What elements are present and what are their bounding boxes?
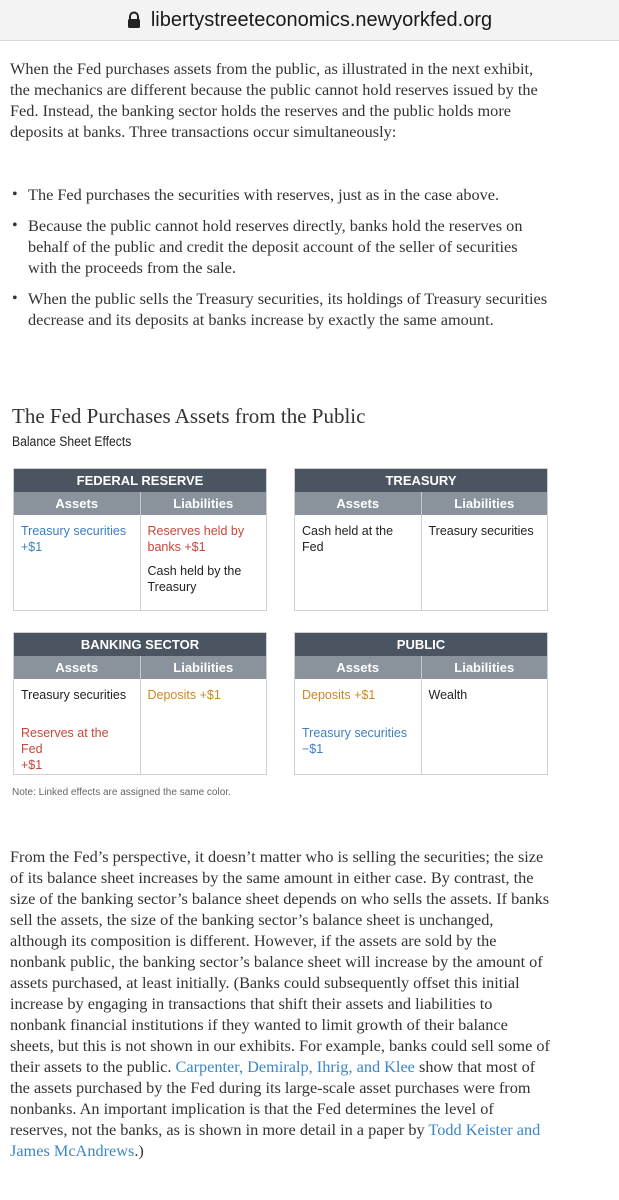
figure-title: The Fed Purchases Assets from the Public: [12, 404, 366, 428]
figure-subtitle: Balance Sheet Effects: [12, 434, 132, 449]
table-subheader: [14, 656, 266, 679]
carpenter-link[interactable]: Carpenter, Demiralp, Ihrig, and Klee: [175, 1057, 415, 1076]
figure-note: Note: Linked effects are assigned the same color.: [12, 787, 231, 798]
bullet-list: [10, 184, 550, 340]
liabilities-label: Liabilities: [454, 660, 515, 675]
assets-label: Assets: [295, 492, 422, 515]
assets-column: [14, 515, 141, 610]
closing-paragraph: [10, 846, 550, 1161]
table-cell: Wealth: [428, 688, 468, 702]
lock-icon: [127, 11, 143, 29]
table-cell: Treasury securities: [428, 524, 534, 538]
table-subheader: [295, 656, 547, 679]
liabilities-label: Liabilities: [173, 496, 234, 511]
list-item: • The Fed purchases the securities with reserves, just as in the case above.: [10, 184, 550, 205]
list-item: • Because the public cannot hold reserves directly, banks hold the reserves on behalf of the public and credit the deposit account of the seller of securities with the proceeds from the sale.: [10, 215, 550, 278]
assets-column: [295, 679, 422, 774]
table-header: FEDERAL RESERVE: [14, 469, 266, 492]
table-cell: Treasury securities +$1: [21, 524, 127, 554]
url-text[interactable]: libertystreeteconomics.newyorkfed.org: [150, 8, 493, 31]
table-cell: Cash held by the Treasury: [147, 564, 242, 594]
closing-text: .): [134, 1141, 144, 1160]
table-header: PUBLIC: [295, 633, 547, 656]
table-subheader: [295, 492, 547, 515]
intro-paragraph: When the Fed purchases assets from the public, as illustrated in the next exhibit, the mechanics are different because the public cannot hold reserves issued by the Fed. Instead, the banking sector holds the reserves and the public holds more deposits at banks. Three transactions occur simultaneously:: [10, 59, 538, 141]
table-cell: Deposits +$1: [147, 688, 221, 702]
table-cell: Deposits +$1: [302, 688, 376, 702]
table-cell: Treasury securities −$1: [302, 726, 408, 756]
liabilities-column: [422, 679, 548, 774]
liabilities-column: [422, 515, 548, 610]
table-subheader: [14, 492, 266, 515]
assets-column: [14, 679, 141, 774]
closing-text: From the Fed’s perspective, it doesn’t matter who is selling the securities; the size of its balance sheet increases by the same amount in either case. By contrast, the size of the banking sector’s balance sheet depends on who sells the assets. If banks sell the assets, the size of the banking sector’s balance sheet is unchanged, although its composition is different. However, if the assets are sold by the nonbank public, the banking sector’s balance sheet will increase by the amount of assets purchased, at least initially. (Banks could subsequently offset this initial increase by engaging in transactions that shift their assets and liabilities to nonbank financial institutions if they wanted to limit growth of their balance sheets, but this is not shown in our exhibits. For example, banks could sell some of their assets to the public.: [10, 847, 550, 1076]
treasury-table: [294, 468, 548, 611]
public-table: [294, 632, 548, 775]
table-cell: Reserves at the Fed +$1: [21, 726, 109, 772]
liabilities-column: [141, 515, 267, 610]
banking-sector-table: [13, 632, 267, 775]
keister-link[interactable]: Todd Keister and James McAndrews: [10, 1120, 541, 1160]
assets-label: Assets: [14, 656, 141, 679]
liabilities-label: Liabilities: [173, 660, 234, 675]
federal-reserve-table: [13, 468, 267, 611]
assets-label: Assets: [14, 492, 141, 515]
table-cell: Cash held at the Fed: [302, 524, 394, 554]
table-cell: Reserves held by banks +$1: [147, 524, 245, 554]
assets-label: Assets: [295, 656, 422, 679]
liabilities-label: Liabilities: [454, 496, 515, 511]
address-bar[interactable]: [0, 0, 619, 41]
table-header: BANKING SECTOR: [14, 633, 266, 656]
table-header: TREASURY: [295, 469, 547, 492]
table-cell: Treasury securities: [21, 688, 127, 702]
liabilities-column: [141, 679, 267, 774]
assets-column: [295, 515, 422, 610]
list-item: • When the public sells the Treasury securities, its holdings of Treasury securities decrease and its deposits at banks increase by exactly the same amount.: [10, 288, 550, 330]
closing-text: show that most of the assets purchased by the Fed during its large-scale asset purchases were from nonbanks. An important implication is that the Fed determines the level of reserves, not the banks, as is shown in more detail in a paper by: [10, 1057, 536, 1139]
